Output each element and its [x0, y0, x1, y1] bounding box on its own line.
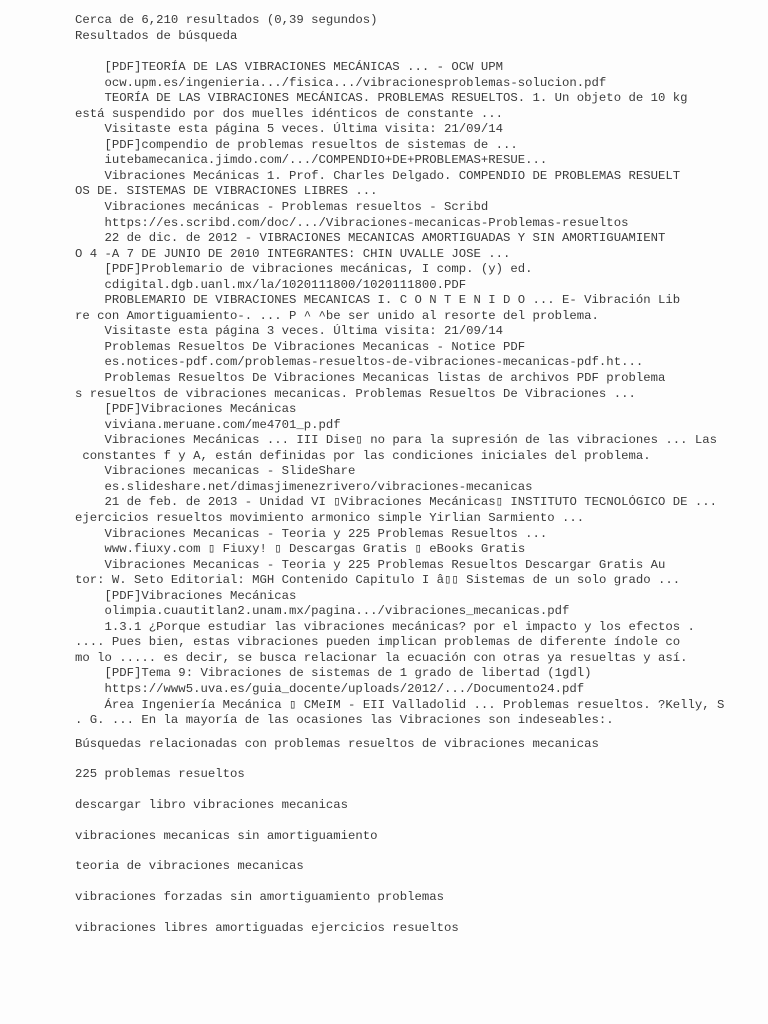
result-line: O 4 -A 7 DE JUNIO DE 2010 INTEGRANTES: CHIN UVALLE JOSE ...: [75, 246, 511, 261]
result-line[interactable]: [PDF]TEORÍA DE LAS VIBRACIONES MECÁNICAS ... - OCW UPM: [75, 60, 504, 74]
result-line[interactable]: [PDF]Tema 9: Vibraciones de sistemas de 1 grado de libertad (1gdl): [75, 666, 592, 681]
result-line[interactable]: [PDF]Vibraciones Mecánicas: [75, 588, 297, 603]
result-line[interactable]: https://es.scribd.com/doc/.../Vibraciones-mecanicas-Problemas-resueltos: [75, 215, 629, 230]
result-line: Área Ingeniería Mecánica ▯ CMeIM - EII Valladolid ... Problemas resueltos. ?Kelly, S: [75, 697, 725, 712]
related-search-link[interactable]: teoria de vibraciones mecanicas: [75, 859, 304, 874]
related-heading: Búsquedas relacionadas con problemas resueltos de vibraciones mecanicas: [75, 737, 599, 751]
result-line: tor: W. Seto Editorial: MGH Contenido Capitulo I â▯▯ Sistemas de un solo grado ...: [75, 573, 681, 588]
result-line: Visitaste esta página 5 veces. Última visita: 21/09/14: [75, 122, 504, 137]
related-search-link[interactable]: descargar libro vibraciones mecanicas: [75, 797, 349, 812]
result-line: 21 de feb. de 2013 - Unidad VI ▯Vibraciones Mecánicas▯ INSTITUTO TECNOLÓGICO DE ...: [75, 495, 718, 510]
result-line: ejercicios resueltos movimiento armonico simple Yirlian Sarmiento ...: [75, 510, 585, 525]
results-heading: Resultados de búsqueda: [75, 29, 238, 43]
result-line: 22 de dic. de 2012 - VIBRACIONES MECANICAS AMORTIGUADAS Y SIN AMORTIGUAMIENT: [75, 231, 666, 246]
result-line: Vibraciones Mecánicas 1. Prof. Charles Delgado. COMPENDIO DE PROBLEMAS RESUELT: [75, 168, 681, 183]
result-line[interactable]: cdigital.dgb.uanl.mx/la/1020111800/1020111800.PDF: [75, 277, 467, 292]
result-line[interactable]: www.fiuxy.com ▯ Fiuxy! ▯ Descargas Gratis ▯ eBooks Gratis: [75, 542, 526, 557]
result-line: mo lo ..... es decir, se busca relacionar la ecuación con otras ya resueltas y así.: [75, 650, 688, 665]
result-line: Vibraciones Mecanicas - Teoria y 225 Problemas Resueltos ...: [75, 526, 548, 541]
result-line: Problemas Resueltos De Vibraciones Mecanicas - Notice PDF: [75, 339, 526, 354]
result-line: TEORÍA DE LAS VIBRACIONES MECÁNICAS. PROBLEMAS RESUELTOS. 1. Un objeto de 10 kg: [75, 91, 688, 106]
result-line: Vibraciones mecanicas - SlideShare: [75, 464, 356, 479]
result-line[interactable]: ocw.upm.es/ingenieria.../fisica.../vibracionesproblemas-solucion.pdf: [75, 75, 607, 90]
result-line[interactable]: [PDF]Problemario de vibraciones mecánicas, I comp. (y) ed.: [75, 262, 533, 277]
related-search-link[interactable]: vibraciones libres amortiguadas ejercicios resueltos: [75, 921, 459, 935]
related-search-link[interactable]: vibraciones mecanicas sin amortiguamiento: [75, 828, 378, 843]
result-line: Visitaste esta página 3 veces. Última visita: 21/09/14: [75, 324, 504, 339]
result-line: PROBLEMARIO DE VIBRACIONES MECANICAS I. C O N T E N I D O ... E- Vibración Lib: [75, 293, 681, 308]
result-line: constantes f y A, están definidas por las condiciones iniciales del problema.: [75, 448, 651, 463]
result-line: Vibraciones Mecánicas ... III Dise▯ no para la supresión de las vibraciones ... Las: [75, 433, 718, 448]
result-line[interactable]: es.notices-pdf.com/problemas-resueltos-de-vibraciones-mecanicas-pdf.ht...: [75, 355, 644, 370]
result-line: 1.3.1 ¿Porque estudiar las vibraciones mecánicas? por el impacto y los efectos .: [75, 619, 695, 634]
result-line: Vibraciones Mecanicas - Teoria y 225 Problemas Resueltos Descargar Gratis Au: [75, 557, 666, 572]
result-line[interactable]: viviana.meruane.com/me4701_p.pdf: [75, 417, 341, 432]
result-line: Vibraciones mecánicas - Problemas resueltos - Scribd: [75, 199, 489, 214]
result-line: OS DE. SISTEMAS DE VIBRACIONES LIBRES ...: [75, 184, 378, 199]
result-line[interactable]: iutebamecanica.jimdo.com/.../COMPENDIO+DE+PROBLEMAS+RESUE...: [75, 153, 548, 168]
result-line[interactable]: [PDF]Vibraciones Mecánicas: [75, 402, 297, 417]
result-line[interactable]: [PDF]compendio de problemas resueltos de sistemas de ...: [75, 137, 518, 152]
results-stats: Cerca de 6,210 resultados (0,39 segundos): [75, 13, 378, 27]
result-line: está suspendido por dos muelles idénticos de constante ...: [75, 106, 504, 121]
related-search-link[interactable]: 225 problemas resueltos: [75, 767, 245, 781]
result-line: re con Amortiguamiento-. ... P ^ ^be ser unido al resorte del problema.: [75, 308, 599, 323]
result-line[interactable]: olimpia.cuautitlan2.unam.mx/pagina.../vibraciones_mecanicas.pdf: [75, 604, 570, 619]
result-line: Problemas Resueltos De Vibraciones Mecanicas listas de archivos PDF problema: [75, 371, 666, 385]
result-line[interactable]: es.slideshare.net/dimasjimenezrivero/vibraciones-mecanicas: [75, 479, 533, 494]
result-line: . G. ... En la mayoría de las ocasiones las Vibraciones son indeseables:.: [75, 713, 614, 728]
related-search-link[interactable]: vibraciones forzadas sin amortiguamiento problemas: [75, 890, 444, 905]
result-line: .... Pues bien, estas vibraciones pueden implican problemas de diferente índole co: [75, 635, 681, 650]
result-line: s resueltos de vibraciones mecanicas. Problemas Resueltos De Vibraciones ...: [75, 386, 636, 401]
result-line[interactable]: https://www5.uva.es/guia_docente/uploads/2012/.../Documento24.pdf: [75, 682, 585, 696]
